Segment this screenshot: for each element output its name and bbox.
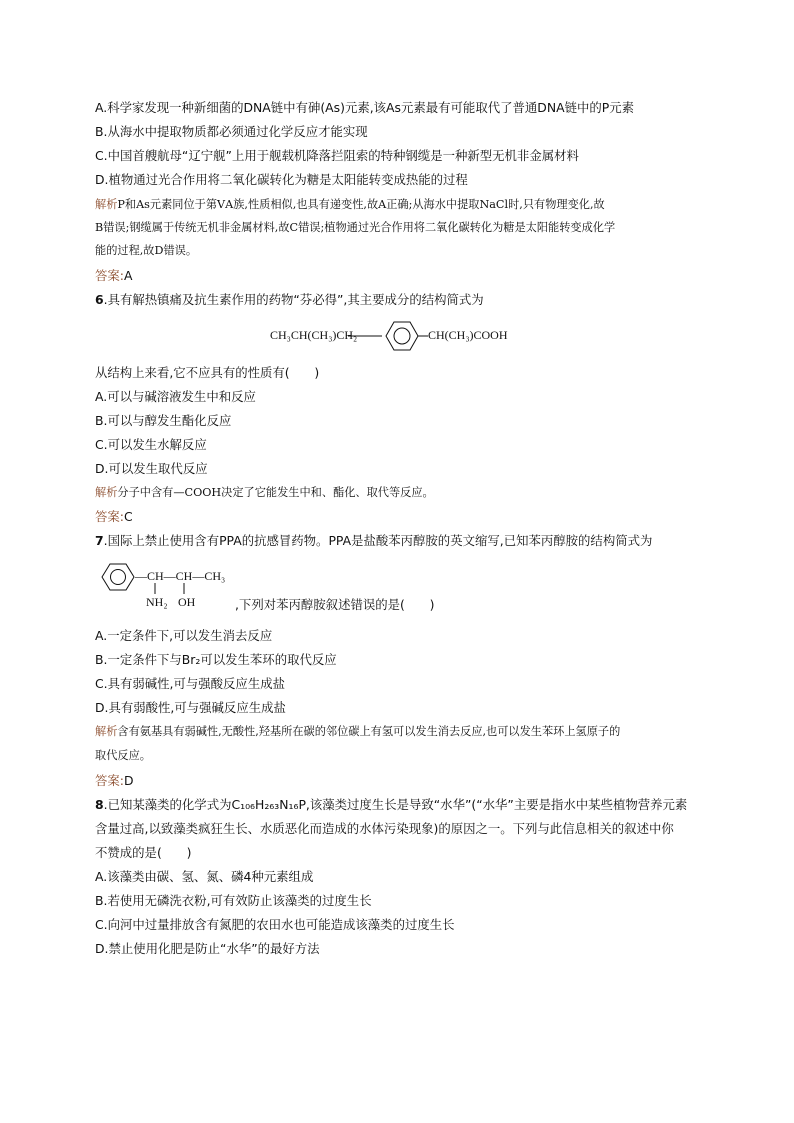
q8-option-c: C.向河中过量排放含有氮肥的农田水也可能造成该藻类的过度生长 [95,917,455,932]
q8-option-a: A.该藻类由碳、氢、氮、磷4种元素组成 [95,869,314,884]
q7-option-d: D.具有弱酸性,可与强碱反应生成盐 [95,700,286,715]
q6-question: 从结构上来看,它不应具有的性质有( ) [95,365,320,380]
q7-option-a: A.一定条件下,可以发生消去反应 [95,628,273,643]
q5-explanation-line-3: 能的过程,故D错误。 [95,244,198,257]
q7-stem: 7.国际上禁止使用含有PPA的抗感冒药物。PPA是盐酸苯丙醇胺的英文缩写,已知苯丙醇胺的结构简式为 [95,533,653,548]
q7-option-b: B.一定条件下与Br₂可以发生苯环的取代反应 [95,652,337,667]
q8-stem-line-3: 不赞成的是( ) [95,845,192,860]
q6-option-a: A.可以与碱溶液发生中和反应 [95,389,256,404]
q7-explanation-line-2: 取代反应。 [95,749,151,762]
q5-answer: 答案:A [95,268,133,283]
q7-formula-chain: —CH—CH—CH₃ [135,569,226,583]
benzene-ring-icon [100,562,140,596]
q7-formula-nh2: NH₂ [146,595,168,609]
q6-formula-right: CH(CH₃)COOH [428,328,508,342]
q6-option-b: B.可以与醇发生酯化反应 [95,413,232,428]
q5-explanation-line-1: 解析P和As元素同位于第ⅤA族,性质相似,也具有递变性,故A正确;从海水中提取NaCl时,只有物理变化,故 [95,198,605,211]
q5-option-a: A.科学家发现一种新细菌的DNA链中有砷(As)元素,该As元素最有可能取代了普通DNA链中的P元素 [95,100,634,115]
q8-stem-line-1: 8.已知某藻类的化学式为C₁₀₆H₂₆₃N₁₆P,该藻类过度生长是导致“水华”(“水华”主要是指水中某些植物营养元素 [95,797,688,812]
q5-option-c: C.中国首艘航母“辽宁舰”上用于舰载机降落拦阻索的特种钢缆是一种新型无机非金属材料 [95,148,579,163]
q7-formula-oh: OH [178,595,196,609]
q7-stem-tail: ,下列对苯丙醇胺叙述错误的是( ) [235,597,435,612]
q5-explanation-tag: 解析 [95,198,118,211]
q6-option-c: C.可以发生水解反应 [95,437,207,452]
q7-formula-bonds [150,583,190,595]
q8-option-b: B.若使用无磷洗衣粉,可有效防止该藻类的过度生长 [95,893,372,908]
q6-explanation: 解析分子中含有—COOH决定了它能发生中和、酯化、取代等反应。 [95,486,434,499]
q8-stem-line-2: 含量过高,以致藻类疯狂生长、水质恶化而造成的水体污染现象)的原因之一。下列与此信息相关的叙述中你 [95,821,674,836]
q7-option-c: C.具有弱碱性,可与强酸反应生成盐 [95,676,285,691]
q5-explanation-line-2: B错误;钢缆属于传统无机非金属材料,故C错误;植物通过光合作用将二氧化碳转化为糖是太阳能转变成化学 [95,221,616,234]
q6-formula-left: CH₃CH(CH₃)CH₂ [270,328,358,342]
q6-option-d: D.可以发生取代反应 [95,461,208,476]
q8-option-d: D.禁止使用化肥是防止“水华”的最好方法 [95,941,320,956]
q6-stem: 6.具有解热镇痛及抗生素作用的药物“芬必得”,其主要成分的结构简式为 [95,292,484,307]
q6-answer: 答案:C [95,509,133,524]
benzene-ring-icon [348,316,428,356]
q5-option-d: D.植物通过光合作用将二氧化碳转化为糖是太阳能转变成热能的过程 [95,172,468,187]
q7-explanation-line-1: 解析含有氨基具有弱碱性,无酸性,羟基所在碳的邻位碳上有氢可以发生消去反应,也可以发生苯环上氢原子的 [95,725,621,738]
q7-answer: 答案:D [95,773,134,788]
q5-option-b: B.从海水中提取物质都必须通过化学反应才能实现 [95,124,368,139]
